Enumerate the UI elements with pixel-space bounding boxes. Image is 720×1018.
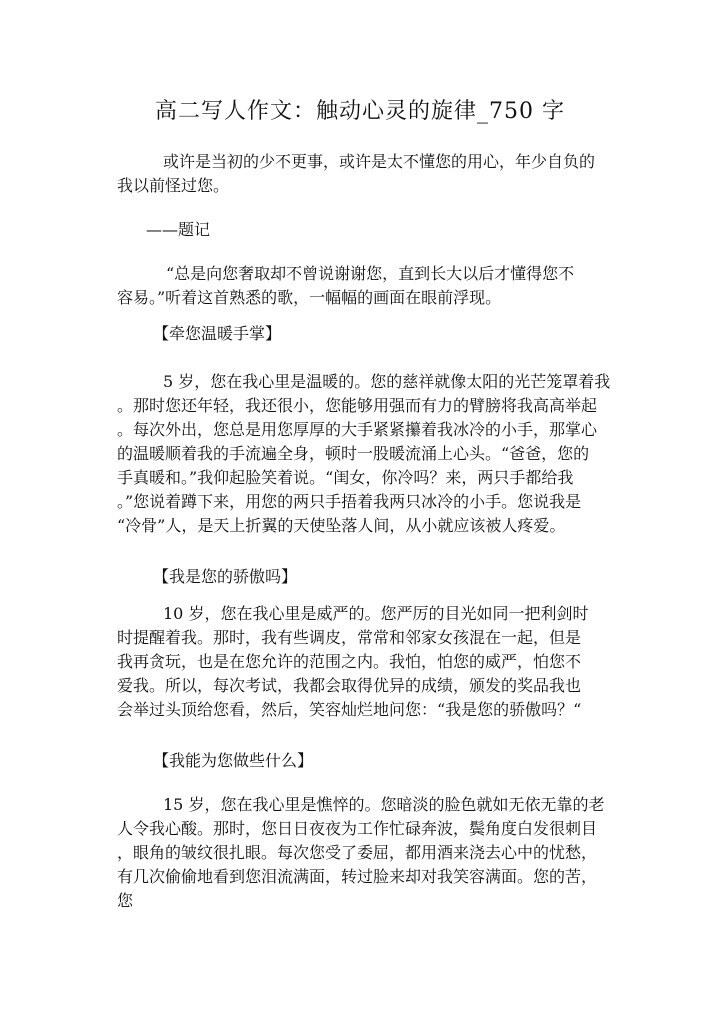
section-paragraph (117, 370, 673, 538)
paragraph-line: 您 (117, 891, 134, 910)
paragraph-line: “冷骨”人，是天上折翼的天使坠落人间，从小就应该被人疼爱。 (117, 516, 566, 535)
document-title: 高二写人作文：触动心灵的旋律_750 字 (155, 99, 565, 124)
paragraph-line: 15 岁，您在我心里是憔悴的。您暗淡的脸色就如无依无靠的老 (163, 795, 605, 814)
paragraph-line: 。”您说着蹲下来，用您的两只手捂着我两只冰冷的小手。您说我是 (117, 492, 582, 511)
section-paragraph (117, 793, 673, 913)
paragraph-line: 10 岁，您在我心里是威严的。您严厉的目光如同一把利剑时 (163, 604, 589, 623)
paragraph-line: 我以前怪过您。 (117, 176, 230, 195)
paragraph-line: 人令我心酸。那时，您日日夜夜为工作忙碌奔波，鬓角度白发很刺目 (117, 819, 598, 838)
paragraph-line: 或许是当初的少不更事，或许是太不懂您的用心，年少自负的 (163, 152, 596, 171)
paragraph-line: 5 岁，您在我心里是温暖的。您的慈祥就像太阳的光芒笼罩着我 (163, 372, 611, 391)
paragraph-line: 手真暖和。”我仰起脸笑着说。“闺女，你冷吗？来，两只手都给我 (117, 468, 574, 487)
quote-paragraph (117, 262, 673, 310)
paragraph-line: 有几次偷偷地看到您泪流满面，转过脸来却对我笑容满面。您的苦， (117, 867, 598, 886)
paragraph-line: 容易。”听着这首熟悉的歌，一幅幅的画面在眼前浮现。 (117, 288, 502, 307)
paragraph-line: ，眼角的皱纹很扎眼。每次您受了委屈，都用酒来浇去心中的忧愁， (117, 843, 598, 862)
paragraph-line: 爱我。所以，每次考试，我都会取得优异的成绩，颁发的奖品我也 (117, 676, 582, 695)
paragraph-line: “总是向您奢取却不曾说谢谢您，直到长大以后才懂得您不 (166, 264, 575, 283)
section-paragraph (117, 602, 673, 722)
epigraph: ——题记 (146, 220, 211, 239)
paragraph-line: 。每次外出，您总是用您厚厚的大手紧紧攥着我冰冷的小手，那掌心 (117, 420, 598, 439)
section-heading: 【牵您温暖手掌】 (153, 324, 282, 343)
paragraph-line: 的温暖顺着我的手流遍全身，顿时一股暖流涌上心头。“爸爸，您的 (117, 444, 590, 463)
paragraph-line: 时提醒着我。那时，我有些调皮，常常和邻家女孩混在一起，但是 (117, 628, 582, 647)
section-heading: 【我是您的骄傲吗】 (153, 567, 298, 586)
paragraph-line: 。那时您还年轻，我还很小，您能够用强而有力的臂膀将我高高举起 (117, 396, 598, 415)
section-heading: 【我能为您做些什么】 (153, 751, 314, 770)
intro-paragraph (117, 150, 673, 198)
paragraph-line: 我再贪玩，也是在您允许的范围之内。我怕，怕您的威严，怕您不 (117, 652, 582, 671)
paragraph-line: 会举过头顶给您看，然后，笑容灿烂地问您：“我是您的骄傲吗？“ (117, 700, 582, 719)
